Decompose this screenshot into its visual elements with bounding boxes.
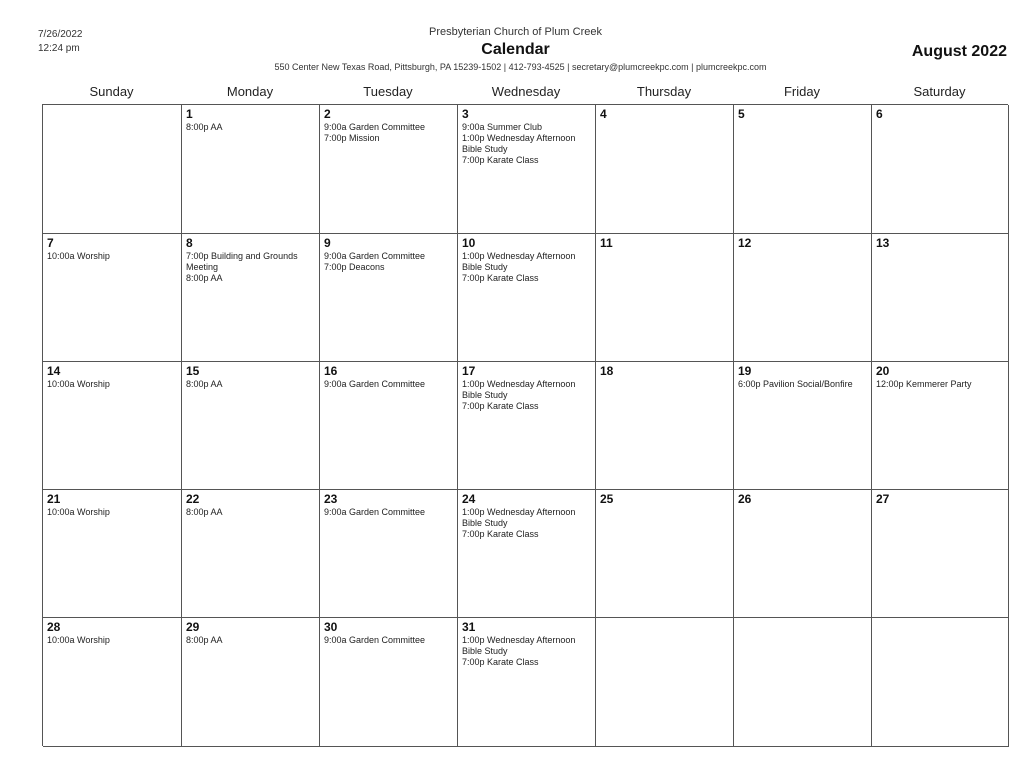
page-title: Calendar [481, 41, 550, 58]
day-number: 4 [600, 107, 607, 121]
day-cell-8 [182, 234, 320, 362]
calendar-event: 8:00p AA [186, 273, 223, 283]
day-cell-29 [182, 618, 320, 747]
day-cell-empty [596, 618, 734, 747]
day-cell-18 [596, 362, 734, 490]
calendar-event: 9:00a Garden Committee [324, 251, 426, 261]
day-cell-22 [182, 490, 320, 618]
day-cell-1 [182, 105, 320, 234]
calendar-event: 7:00p Karate Class [462, 529, 539, 539]
calendar-event: 9:00a Garden Committee [324, 122, 426, 132]
print-time: 12:24 pm [38, 43, 80, 54]
day-cell-27 [872, 490, 1009, 618]
day-number: 16 [324, 364, 338, 378]
day-cell-12 [734, 234, 872, 362]
day-cell-empty [872, 618, 1009, 747]
calendar-event: 1:00p Wednesday Afternoon Bible Study [462, 507, 576, 528]
day-cell-13 [872, 234, 1009, 362]
calendar-event: 10:00a Worship [47, 635, 110, 645]
calendar-event: 12:00p Kemmerer Party [876, 379, 972, 389]
day-cell-11 [596, 234, 734, 362]
day-cell-empty [734, 618, 872, 747]
calendar-event: 7:00p Mission [324, 133, 380, 143]
day-number: 2 [324, 107, 331, 121]
calendar-event: 1:00p Wednesday Afternoon Bible Study [462, 133, 576, 154]
calendar-event: 9:00a Garden Committee [324, 635, 426, 645]
day-cell-17 [458, 362, 596, 490]
day-cell-empty [43, 105, 182, 234]
calendar-event: 8:00p AA [186, 507, 223, 517]
day-cell-26 [734, 490, 872, 618]
day-cell-4 [596, 105, 734, 234]
day-number: 20 [876, 364, 890, 378]
day-number: 3 [462, 107, 469, 121]
church-name: Presbyterian Church of Plum Creek [428, 26, 602, 38]
day-number: 9 [324, 236, 331, 250]
day-number: 14 [47, 364, 61, 378]
day-number: 29 [186, 620, 200, 634]
day-number: 11 [600, 236, 613, 250]
day-cell-9 [320, 234, 458, 362]
day-cell-3 [458, 105, 596, 234]
day-cell-7 [43, 234, 182, 362]
calendar-event: 10:00a Worship [47, 379, 110, 389]
day-cell-14 [43, 362, 182, 490]
weekday-header-friday: Friday [783, 84, 821, 99]
month-year-title: August 2022 [911, 43, 1007, 60]
calendar-event: 6:00p Pavilion Social/Bonfire [738, 379, 853, 389]
calendar-event: 7:00p Deacons [324, 262, 385, 272]
calendar-event: 1:00p Wednesday Afternoon Bible Study [462, 379, 576, 400]
calendar-event: 7:00p Karate Class [462, 401, 539, 411]
day-number: 26 [738, 492, 752, 506]
day-number: 22 [186, 492, 200, 506]
day-number: 6 [876, 107, 883, 121]
weekday-header-saturday: Saturday [913, 84, 966, 99]
day-number: 8 [186, 236, 193, 250]
calendar-event: 8:00p AA [186, 635, 223, 645]
weekday-header-row [42, 83, 1008, 101]
calendar-event: 7:00p Karate Class [462, 657, 539, 667]
day-cell-19 [734, 362, 872, 490]
day-number: 18 [600, 364, 614, 378]
day-cell-21 [43, 490, 182, 618]
calendar-event: 7:00p Karate Class [462, 155, 539, 165]
calendar-event: 9:00a Garden Committee [324, 507, 426, 517]
day-cell-20 [872, 362, 1009, 490]
day-cell-10 [458, 234, 596, 362]
day-cell-31 [458, 618, 596, 747]
weekday-header-tuesday: Tuesday [363, 84, 413, 99]
calendar-event: 9:00a Garden Committee [324, 379, 426, 389]
day-cell-28 [43, 618, 182, 747]
weekday-header-sunday: Sunday [89, 84, 134, 99]
day-cell-16 [320, 362, 458, 490]
day-cell-25 [596, 490, 734, 618]
day-number: 23 [324, 492, 338, 506]
day-cell-23 [320, 490, 458, 618]
day-cell-24 [458, 490, 596, 618]
day-number: 25 [600, 492, 614, 506]
weekday-header-thursday: Thursday [636, 84, 692, 99]
day-number: 15 [186, 364, 200, 378]
day-number: 5 [738, 107, 745, 121]
day-number: 24 [462, 492, 476, 506]
day-number: 31 [462, 620, 476, 634]
day-number: 27 [876, 492, 890, 506]
church-address: 550 Center New Texas Road, Pittsburgh, PA 15239-1502 | 412-793-4525 | secretary@plumcreekpc.com | plumcreekpc.com [274, 62, 767, 72]
print-date: 7/26/2022 [38, 29, 83, 40]
calendar-grid [42, 104, 1008, 746]
weekday-header-wednesday: Wednesday [491, 84, 561, 99]
page-header [0, 25, 1031, 73]
day-number: 28 [47, 620, 61, 634]
day-number: 30 [324, 620, 338, 634]
day-cell-2 [320, 105, 458, 234]
day-cell-30 [320, 618, 458, 747]
calendar-event: 8:00p AA [186, 379, 223, 389]
calendar-event: 10:00a Worship [47, 251, 110, 261]
weekday-header-monday: Monday [226, 84, 274, 99]
day-cell-5 [734, 105, 872, 234]
calendar-event: 9:00a Summer Club [462, 122, 543, 132]
calendar-event: 7:00p Building and Grounds Meeting [186, 251, 298, 272]
day-cell-6 [872, 105, 1009, 234]
day-number: 13 [876, 236, 890, 250]
day-number: 12 [738, 236, 752, 250]
calendar-event: 7:00p Karate Class [462, 273, 539, 283]
calendar-event: 8:00p AA [186, 122, 223, 132]
day-number: 21 [47, 492, 61, 506]
day-number: 19 [738, 364, 752, 378]
calendar-event: 1:00p Wednesday Afternoon Bible Study [462, 251, 576, 272]
calendar-event: 1:00p Wednesday Afternoon Bible Study [462, 635, 576, 656]
day-number: 17 [462, 364, 476, 378]
calendar-event: 10:00a Worship [47, 507, 110, 517]
day-number: 10 [462, 236, 476, 250]
day-number: 1 [186, 107, 193, 121]
day-cell-15 [182, 362, 320, 490]
day-number: 7 [47, 236, 54, 250]
